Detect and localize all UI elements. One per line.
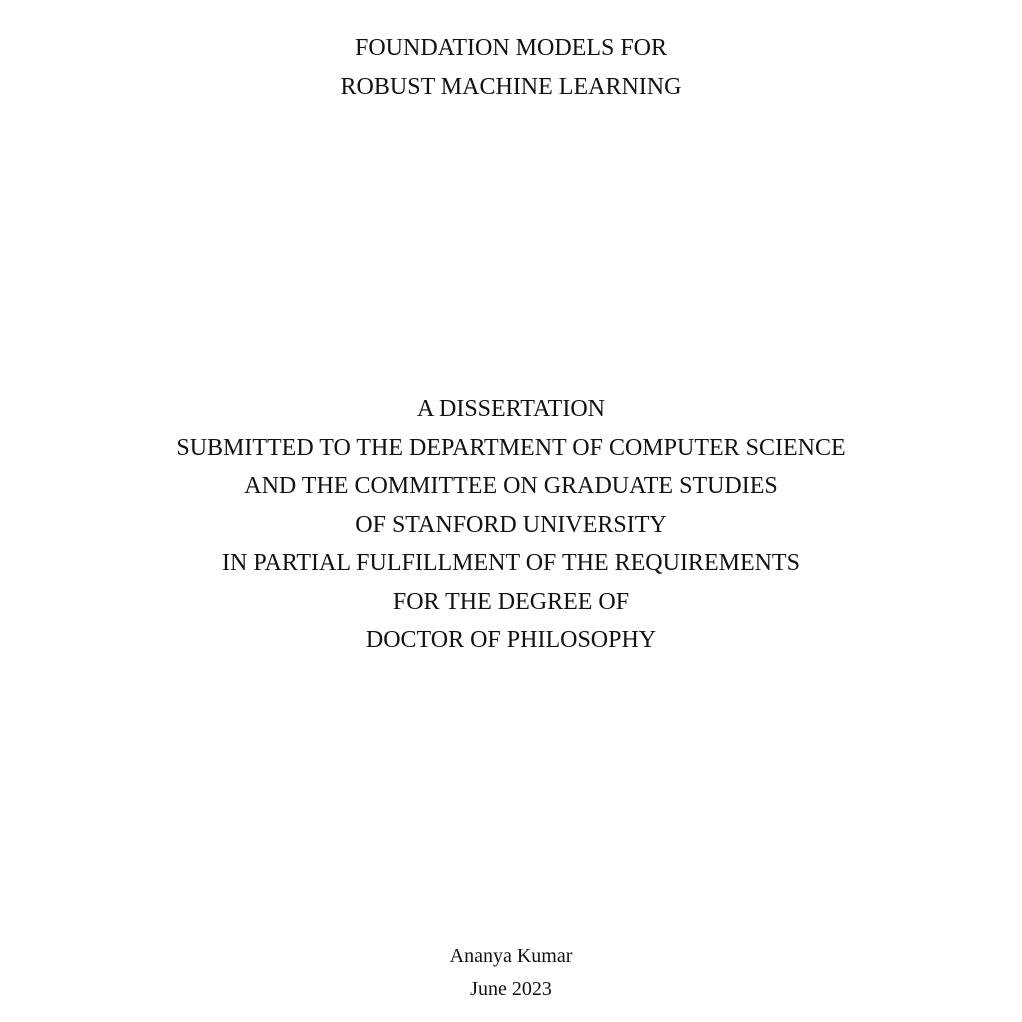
degree-statement bbox=[0, 390, 1022, 660]
statement-line-6: FOR THE DEGREE OF bbox=[392, 588, 630, 615]
dissertation-title bbox=[0, 29, 1022, 106]
author-and-date bbox=[0, 940, 1022, 1006]
title-line-1: FOUNDATION MODELS FOR bbox=[354, 35, 668, 61]
statement-line-3: AND THE COMMITTEE ON GRADUATE STUDIES bbox=[244, 473, 778, 499]
author-name: Ananya Kumar bbox=[449, 945, 573, 967]
title-line-2: ROBUST MACHINE LEARNING bbox=[340, 73, 682, 100]
statement-line-7: DOCTOR OF PHILOSOPHY bbox=[365, 627, 657, 653]
statement-line-4: OF STANFORD UNIVERSITY bbox=[355, 511, 667, 538]
statement-line-2: SUBMITTED TO THE DEPARTMENT OF COMPUTER SCIENCE bbox=[176, 434, 846, 461]
statement-line-5: IN PARTIAL FULFILLMENT OF THE REQUIREMENTS bbox=[222, 550, 800, 576]
submission-date: June 2023 bbox=[470, 978, 552, 1000]
statement-line-1: A DISSERTATION bbox=[417, 396, 605, 422]
